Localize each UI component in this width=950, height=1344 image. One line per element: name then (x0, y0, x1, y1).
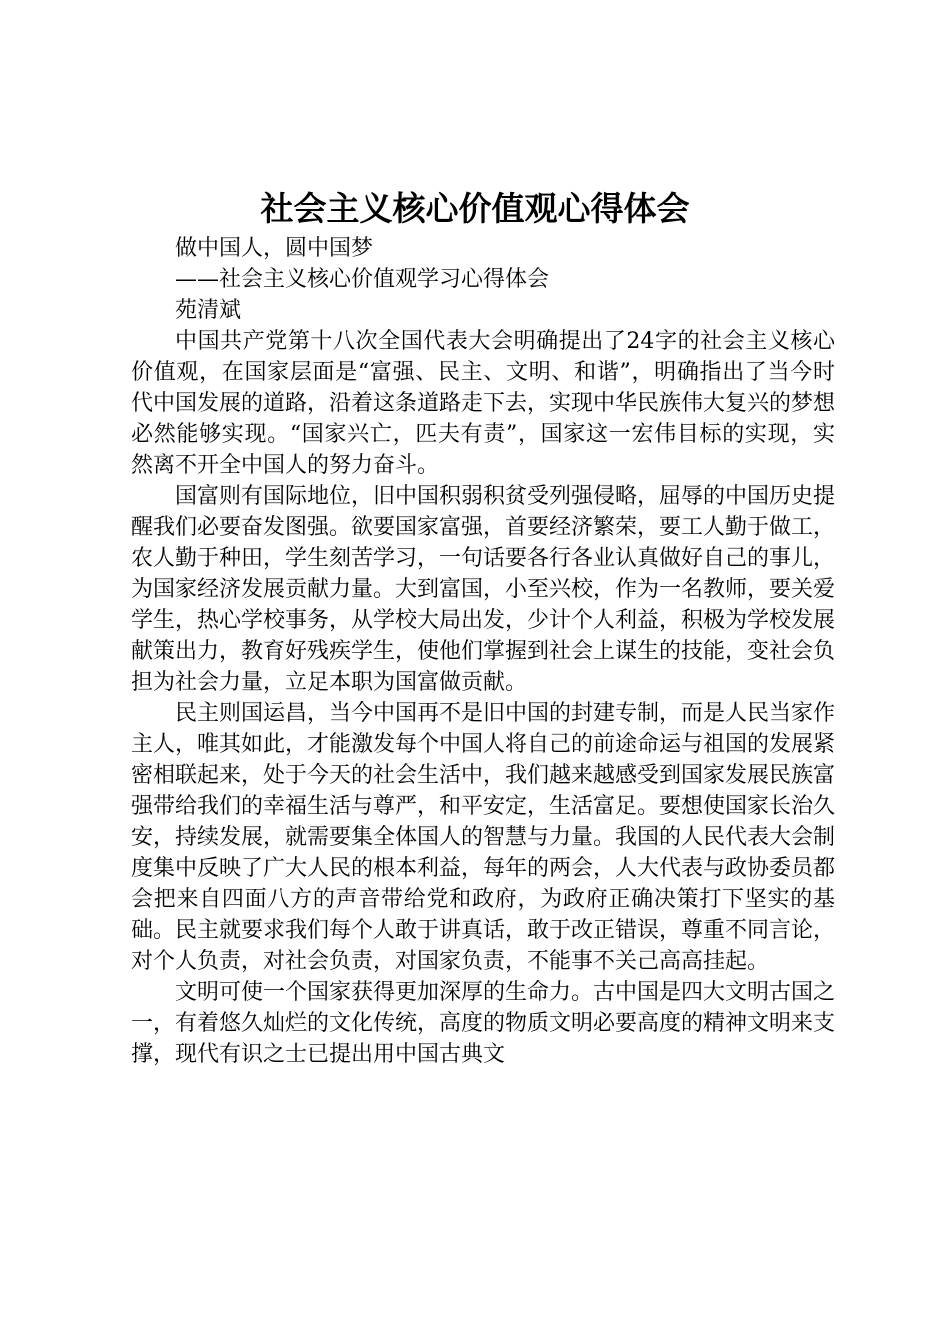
paragraph: 国富则有国际地位，旧中国积弱积贫受列强侵略，屈辱的中国历史提醒我们必要奋发图强。欲要国家富强，首要经济繁荣，要工人勤于做工，农人勤于种田，学生刻苦学习，一句话要各行各业认真做好自己的事儿，为国家经济发展贡献力量。大到富国，小至兴校，作为一名教师，要关爱学生，热心学校事务，从学校大局出发，少计个人利益，积极为学校发展献策出力，教育好残疾学生，使他们掌握到社会上谋生的技能，变社会负担为社会力量，立足本职为国富做贡献。 (131, 484, 836, 695)
subheading-line: ——社会主义核心价值观学习心得体会 (175, 267, 550, 292)
subtitle-line: 做中国人，圆中国梦 (175, 236, 374, 261)
document-body (131, 233, 835, 1070)
document-title: 社会主义核心价值观心得体会 (260, 189, 690, 228)
paragraph: 民主则国运昌，当今中国再不是旧中国的封建专制，而是人民当家作主人，唯其如此，才能激发每个中国人将自己的前途命运与祖国的发展紧密相联起来，处于今天的社会生活中，我们越来越感受到国家发展民族富强带给我们的幸福生活与尊严，和平安定，生活富足。要想使国家长治久安，持续发展，就需要集全体国人的智慧与力量。我国的人民代表大会制度集中反映了广大人民的根本利益，每年的两会，人大代表与政协委员都会把来自四面八方的声音带给党和政府，为政府正确决策打下坚实的基础。民主就要求我们每个人敢于讲真话，敢于改正错误，尊重不同言论，对个人负责，对社会负责，对国家负责，不能事不关己高高挂起。 (131, 701, 836, 974)
paragraph: 文明可使一个国家获得更加深厚的生命力。古中国是四大文明古国之一，有着悠久灿烂的文化传统，高度的物质文明必要高度的精神文明来支撑，现代有识之士已提出用中国古典文 (131, 980, 836, 1067)
author-line: 苑清斌 (175, 298, 242, 323)
paragraph: 中国共产党第十八次全国代表大会明确提出了24字的社会主义核心价值观，在国家层面是“富强、民主、文明、和谐”，明确指出了当今时代中国发展的道路，沿着这条道路走下去，实现中华民族伟大复兴的梦想必然能够实现。“国家兴亡，匹夫有责”，国家这一宏伟目标的实现，实然离不开全中国人的努力奋斗。 (131, 329, 836, 478)
